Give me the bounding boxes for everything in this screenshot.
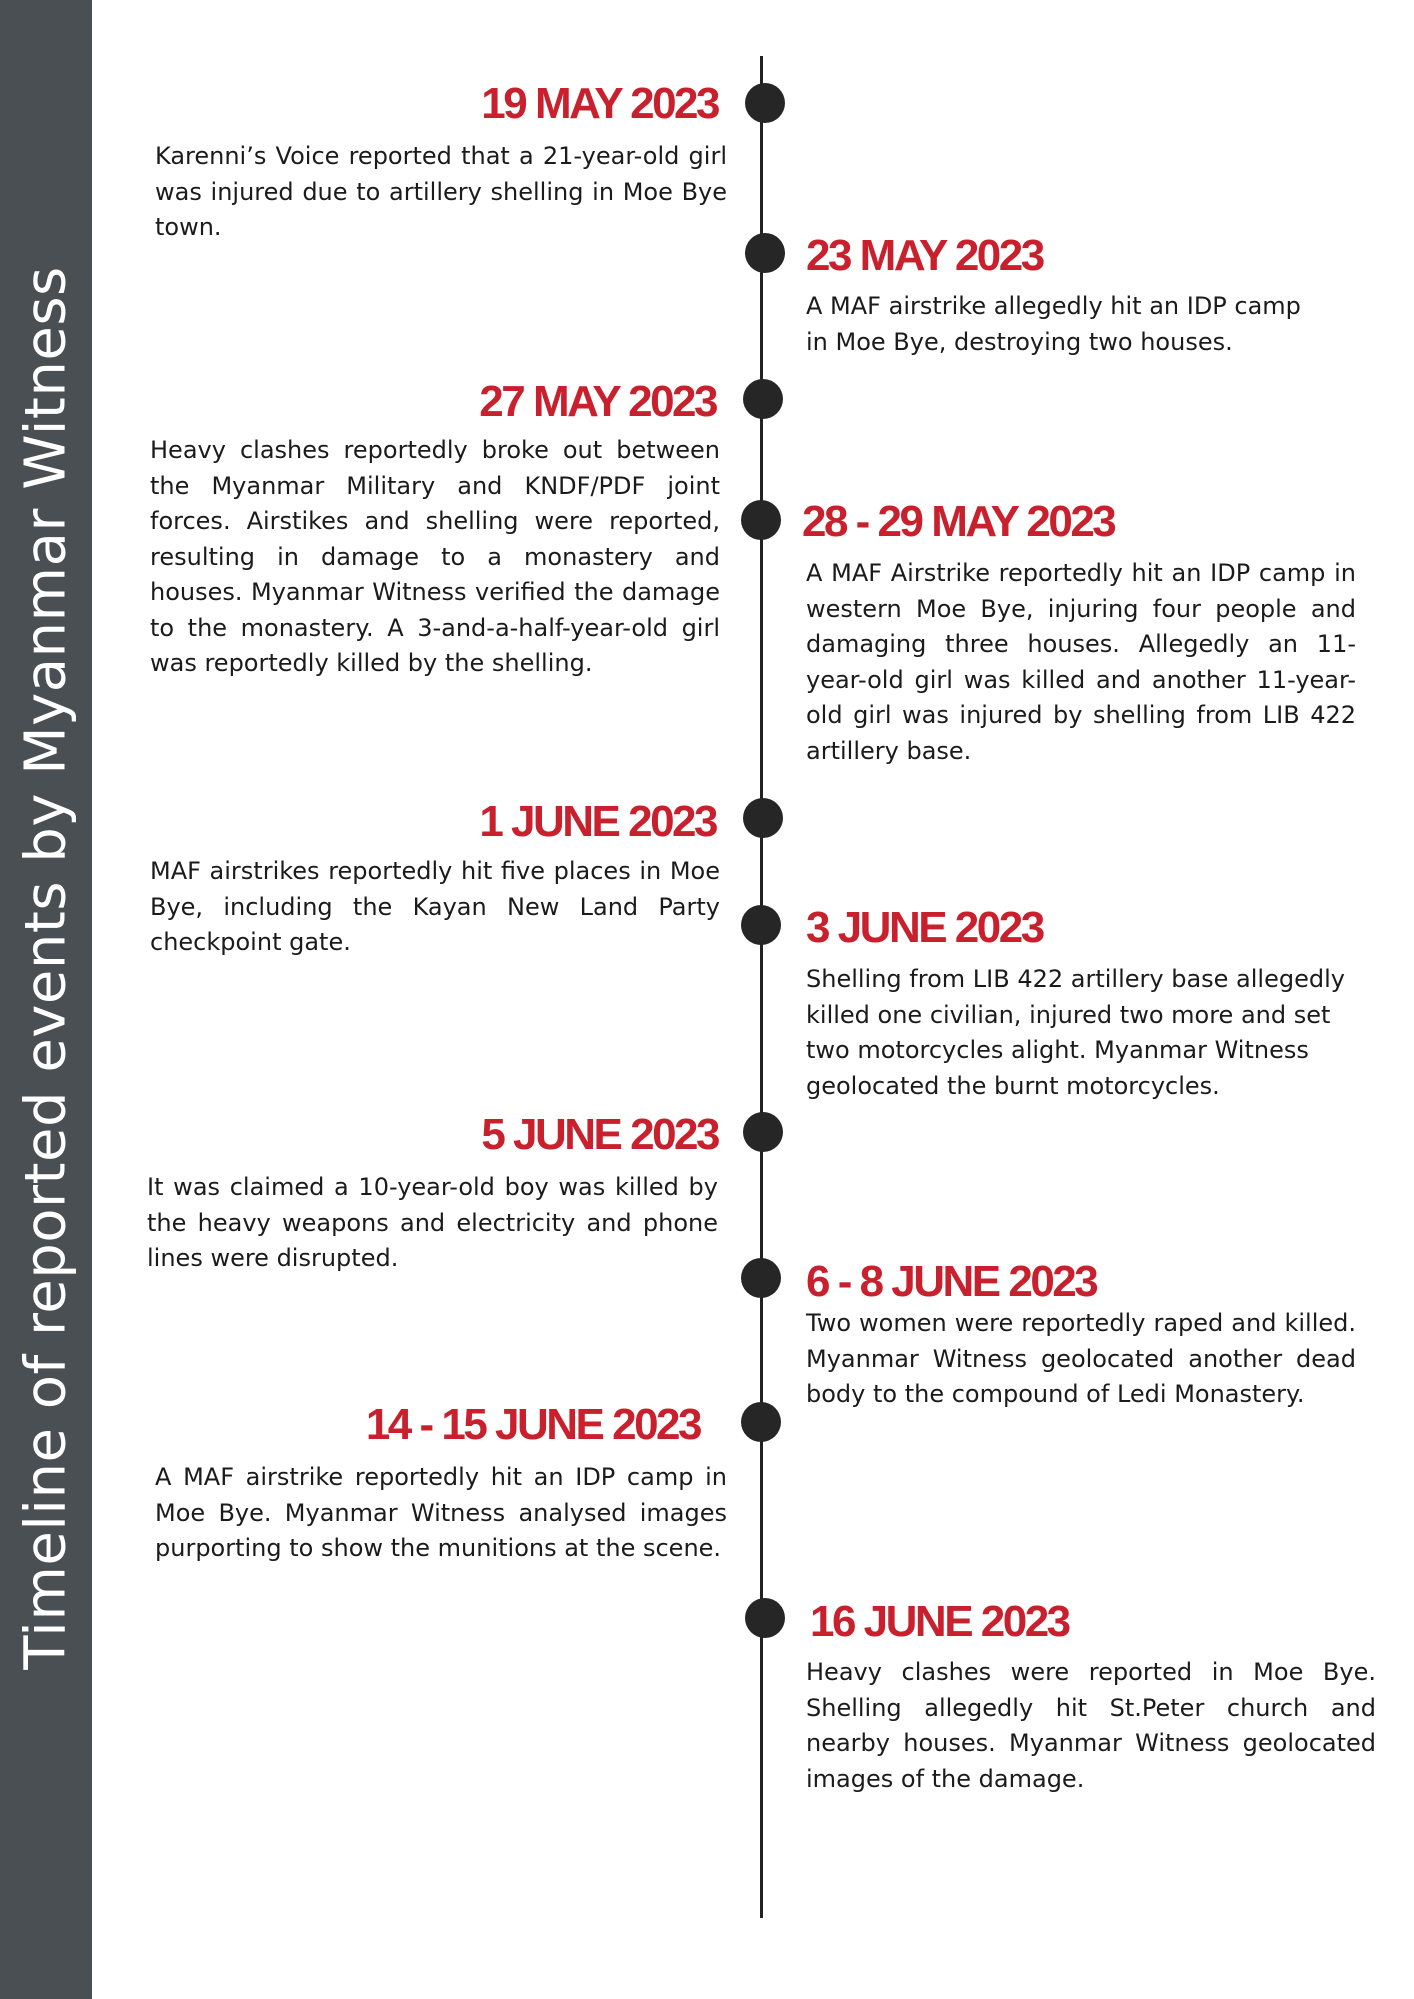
timeline-dot [743, 798, 783, 838]
timeline-dot [741, 905, 781, 945]
event-description: Heavy clashes were reported in Moe Bye. Shelling allegedly hit St.Peter church and nearby houses. Myanmar Witness geolocated images of the damage. [806, 1658, 1376, 1793]
event-description: MAF airstrikes reportedly hit five places in Moe Bye, including the Kayan New Land Party checkpoint gate. [150, 857, 720, 956]
page-title: Timeline of reported events by Myanmar Witness [13, 266, 79, 1670]
timeline-dot [741, 1258, 781, 1298]
event-date: 27 MAY 2023 [479, 377, 716, 426]
event-date: 5 JUNE 2023 [481, 1110, 718, 1159]
timeline-dot [745, 1598, 785, 1638]
timeline-dot [743, 1112, 783, 1152]
event-date: 3 JUNE 2023 [806, 903, 1043, 952]
event-date: 6 - 8 JUNE 2023 [806, 1257, 1097, 1306]
timeline-dot [741, 1402, 781, 1442]
event-date: 19 MAY 2023 [481, 79, 718, 128]
timeline-dot [741, 500, 781, 540]
event-description: It was claimed a 10-year-old boy was killed by the heavy weapons and electricity and phone lines were disrupted. [147, 1173, 718, 1272]
event-description: A MAF airstrike allegedly hit an IDP camp in Moe Bye, destroying two houses. [806, 292, 1301, 356]
timeline-line [760, 56, 763, 1918]
event-description: Two women were reportedly raped and killed. Myanmar Witness geolocated another dead body to the compound of Ledi Monastery. [806, 1309, 1356, 1408]
event-description: Shelling from LIB 422 artillery base allegedly killed one civilian, injured two more and set two motorcycles alight. Myanmar Witness geolocated the burnt motorcycles. [806, 965, 1345, 1100]
event-date: 14 - 15 JUNE 2023 [365, 1400, 700, 1449]
event-date: 1 JUNE 2023 [479, 797, 716, 846]
event-description: A MAF Airstrike reportedly hit an IDP camp in western Moe Bye, injuring four people and damaging three houses. Allegedly an 11-year-old girl was killed and another 11-year-old girl was injured by shelling from LIB 422 artillery base. [806, 559, 1356, 765]
event-date: 23 MAY 2023 [806, 231, 1043, 280]
sidebar [0, 0, 92, 1999]
event-description: A MAF airstrike reportedly hit an IDP camp in Moe Bye. Myanmar Witness analysed images purporting to show the munitions at the scene. [155, 1463, 727, 1562]
timeline-dot [745, 83, 785, 123]
event-description: Heavy clashes reportedly broke out between the Myanmar Military and KNDF/PDF joint forces. Airstikes and shelling were reported, resulting in damage to a monastery and houses. Myanmar Witness verified the damage to the monastery. A 3-and-a-half-year-old girl was reportedly killed by the shelling. [150, 436, 720, 677]
timeline-dot [745, 233, 785, 273]
timeline-dot [743, 379, 783, 419]
event-description: Karenni’s Voice reported that a 21-year-old girl was injured due to artillery shelling in Moe Bye town. [155, 142, 727, 241]
event-date: 16 JUNE 2023 [810, 1597, 1069, 1646]
event-date: 28 - 29 MAY 2023 [802, 497, 1115, 546]
